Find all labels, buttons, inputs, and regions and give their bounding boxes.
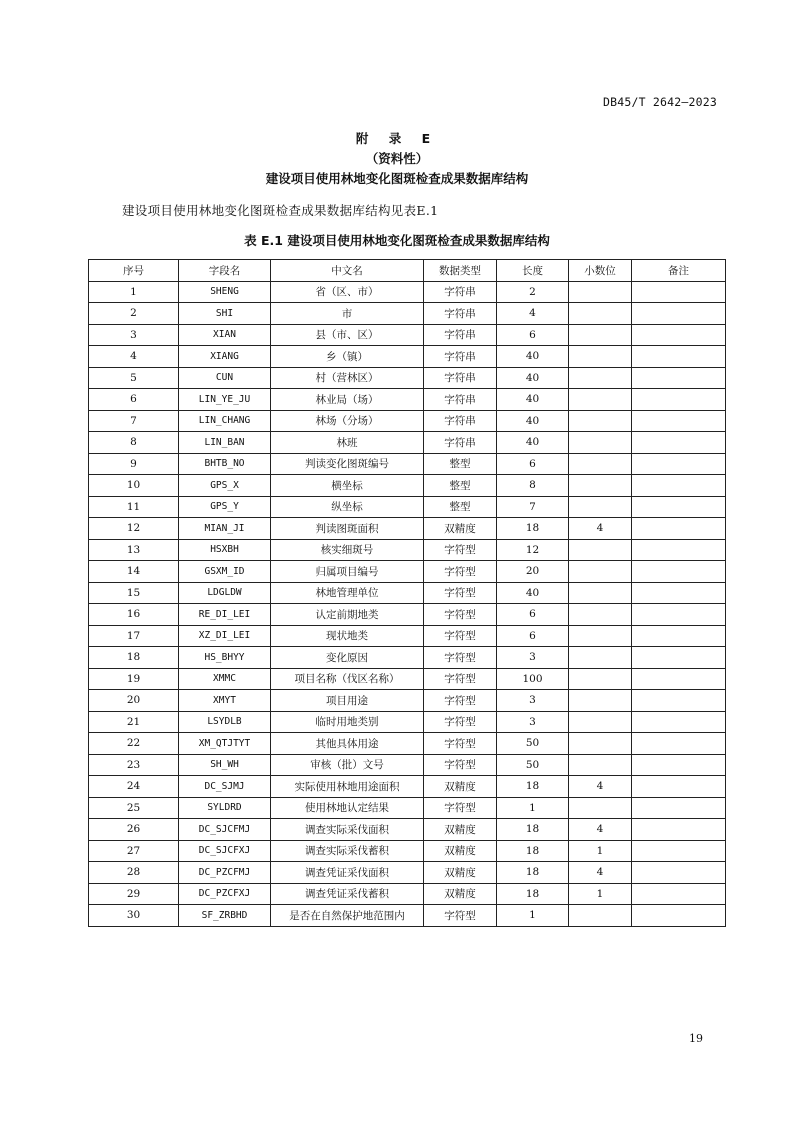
cell-field-name: DC_PZCFMJ — [179, 862, 271, 884]
cell-decimals — [569, 453, 632, 475]
cell-index: 14 — [89, 561, 179, 583]
cell-decimals — [569, 346, 632, 368]
cell-data-type: 整型 — [424, 475, 497, 497]
cell-remark — [632, 324, 726, 346]
table-row — [89, 905, 726, 927]
cell-data-type: 字符串 — [424, 303, 497, 325]
cell-field-name: XIANG — [179, 346, 271, 368]
table-row — [89, 668, 726, 690]
cell-remark — [632, 346, 726, 368]
cell-field-name: LIN_CHANG — [179, 410, 271, 432]
cell-data-type: 字符型 — [424, 604, 497, 626]
cell-remark — [632, 582, 726, 604]
table-row — [89, 604, 726, 626]
cell-chinese-name: 林场（分场） — [271, 410, 424, 432]
cell-field-name: BHTB_NO — [179, 453, 271, 475]
cell-length: 18 — [497, 776, 569, 798]
cell-remark — [632, 303, 726, 325]
cell-data-type: 双精度 — [424, 518, 497, 540]
cell-remark — [632, 711, 726, 733]
cell-data-type: 字符型 — [424, 625, 497, 647]
table-row — [89, 475, 726, 497]
cell-chinese-name: 项目用途 — [271, 690, 424, 712]
table-row — [89, 453, 726, 475]
cell-decimals: 1 — [569, 883, 632, 905]
column-header: 数据类型 — [424, 260, 497, 282]
cell-field-name: GPS_X — [179, 475, 271, 497]
cell-chinese-name: 省（区、市） — [271, 281, 424, 303]
document-code: DB45/T 2642—2023 — [603, 95, 717, 109]
cell-index: 12 — [89, 518, 179, 540]
cell-chinese-name: 判读图斑面积 — [271, 518, 424, 540]
cell-remark — [632, 862, 726, 884]
table-row — [89, 582, 726, 604]
table-row — [89, 883, 726, 905]
table-row — [89, 840, 726, 862]
table-row — [89, 647, 726, 669]
cell-field-name: GPS_Y — [179, 496, 271, 518]
cell-index: 30 — [89, 905, 179, 927]
cell-field-name: LIN_BAN — [179, 432, 271, 454]
cell-decimals — [569, 754, 632, 776]
cell-length: 6 — [497, 324, 569, 346]
cell-chinese-name: 横坐标 — [271, 475, 424, 497]
database-structure-table — [88, 259, 726, 927]
cell-decimals: 4 — [569, 862, 632, 884]
table-row — [89, 496, 726, 518]
cell-field-name: HS_BHYY — [179, 647, 271, 669]
cell-data-type: 双精度 — [424, 862, 497, 884]
cell-field-name: XIAN — [179, 324, 271, 346]
cell-length: 40 — [497, 367, 569, 389]
cell-field-name: XMMC — [179, 668, 271, 690]
cell-index: 1 — [89, 281, 179, 303]
cell-decimals — [569, 690, 632, 712]
cell-remark — [632, 410, 726, 432]
cell-length: 12 — [497, 539, 569, 561]
cell-length: 50 — [497, 754, 569, 776]
cell-remark — [632, 453, 726, 475]
cell-remark — [632, 840, 726, 862]
cell-data-type: 双精度 — [424, 840, 497, 862]
cell-decimals: 4 — [569, 819, 632, 841]
cell-chinese-name: 其他具体用途 — [271, 733, 424, 755]
cell-chinese-name: 是否在自然保护地范围内 — [271, 905, 424, 927]
cell-decimals — [569, 324, 632, 346]
cell-remark — [632, 733, 726, 755]
cell-chinese-name: 调查凭证采伐面积 — [271, 862, 424, 884]
cell-remark — [632, 647, 726, 669]
intro-text: 建设项目使用林地变化图斑检查成果数据库结构见表E.1 — [122, 203, 439, 218]
cell-remark — [632, 367, 726, 389]
table-row — [89, 754, 726, 776]
cell-chinese-name: 林地管理单位 — [271, 582, 424, 604]
cell-decimals — [569, 625, 632, 647]
cell-length: 18 — [497, 883, 569, 905]
cell-decimals — [569, 711, 632, 733]
column-header: 字段名 — [179, 260, 271, 282]
cell-index: 11 — [89, 496, 179, 518]
cell-remark — [632, 496, 726, 518]
cell-decimals — [569, 582, 632, 604]
cell-chinese-name: 项目名称（伐区名称） — [271, 668, 424, 690]
table-row — [89, 303, 726, 325]
cell-index: 13 — [89, 539, 179, 561]
table-row — [89, 410, 726, 432]
cell-data-type: 字符型 — [424, 905, 497, 927]
cell-length: 40 — [497, 410, 569, 432]
table-row — [89, 281, 726, 303]
column-header: 中文名 — [271, 260, 424, 282]
cell-length: 4 — [497, 303, 569, 325]
cell-field-name: HSXBH — [179, 539, 271, 561]
cell-decimals — [569, 668, 632, 690]
cell-chinese-name: 调查实际采伐面积 — [271, 819, 424, 841]
appendix-title: 附 录 E — [355, 131, 439, 146]
cell-remark — [632, 776, 726, 798]
cell-decimals — [569, 539, 632, 561]
cell-index: 27 — [89, 840, 179, 862]
cell-length: 20 — [497, 561, 569, 583]
cell-data-type: 字符型 — [424, 797, 497, 819]
cell-length: 40 — [497, 432, 569, 454]
cell-remark — [632, 604, 726, 626]
table-row — [89, 432, 726, 454]
appendix-nature: （资料性） — [365, 151, 429, 166]
column-header: 小数位 — [569, 260, 632, 282]
table-header-row — [89, 260, 726, 282]
column-header: 长度 — [497, 260, 569, 282]
cell-length: 3 — [497, 711, 569, 733]
cell-index: 23 — [89, 754, 179, 776]
cell-remark — [632, 905, 726, 927]
cell-index: 21 — [89, 711, 179, 733]
table-row — [89, 819, 726, 841]
cell-length: 1 — [497, 905, 569, 927]
cell-decimals — [569, 410, 632, 432]
cell-index: 15 — [89, 582, 179, 604]
cell-field-name: RE_DI_LEI — [179, 604, 271, 626]
cell-field-name: CUN — [179, 367, 271, 389]
cell-length: 7 — [497, 496, 569, 518]
cell-chinese-name: 纵坐标 — [271, 496, 424, 518]
cell-data-type: 整型 — [424, 496, 497, 518]
appendix-subject: 建设项目使用林地变化图斑检查成果数据库结构 — [265, 171, 529, 186]
cell-index: 25 — [89, 797, 179, 819]
cell-field-name: XZ_DI_LEI — [179, 625, 271, 647]
cell-remark — [632, 668, 726, 690]
cell-index: 16 — [89, 604, 179, 626]
cell-field-name: LSYDLB — [179, 711, 271, 733]
cell-chinese-name: 林班 — [271, 432, 424, 454]
table-row — [89, 776, 726, 798]
cell-data-type: 字符串 — [424, 410, 497, 432]
cell-decimals — [569, 281, 632, 303]
cell-field-name: GSXM_ID — [179, 561, 271, 583]
cell-chinese-name: 认定前期地类 — [271, 604, 424, 626]
cell-data-type: 字符串 — [424, 389, 497, 411]
cell-length: 3 — [497, 690, 569, 712]
cell-data-type: 双精度 — [424, 883, 497, 905]
cell-index: 29 — [89, 883, 179, 905]
cell-field-name: SH_WH — [179, 754, 271, 776]
table-row — [89, 733, 726, 755]
cell-length: 6 — [497, 453, 569, 475]
cell-remark — [632, 690, 726, 712]
cell-chinese-name: 归属项目编号 — [271, 561, 424, 583]
cell-data-type: 字符型 — [424, 733, 497, 755]
cell-field-name: XM_QTJTYT — [179, 733, 271, 755]
cell-data-type: 双精度 — [424, 776, 497, 798]
cell-chinese-name: 临时用地类别 — [271, 711, 424, 733]
cell-decimals — [569, 905, 632, 927]
cell-remark — [632, 883, 726, 905]
cell-index: 22 — [89, 733, 179, 755]
cell-length: 40 — [497, 346, 569, 368]
cell-chinese-name: 判读变化图斑编号 — [271, 453, 424, 475]
cell-remark — [632, 625, 726, 647]
cell-length: 40 — [497, 389, 569, 411]
cell-remark — [632, 797, 726, 819]
cell-data-type: 字符串 — [424, 281, 497, 303]
cell-data-type: 字符型 — [424, 668, 497, 690]
cell-chinese-name: 县（市、区） — [271, 324, 424, 346]
table-row — [89, 389, 726, 411]
cell-remark — [632, 754, 726, 776]
cell-field-name: SHENG — [179, 281, 271, 303]
cell-remark — [632, 389, 726, 411]
cell-data-type: 字符串 — [424, 346, 497, 368]
cell-index: 26 — [89, 819, 179, 841]
cell-chinese-name: 使用林地认定结果 — [271, 797, 424, 819]
cell-decimals — [569, 367, 632, 389]
cell-index: 10 — [89, 475, 179, 497]
table-body — [89, 281, 726, 926]
cell-decimals — [569, 303, 632, 325]
cell-data-type: 字符型 — [424, 690, 497, 712]
cell-chinese-name: 乡（镇） — [271, 346, 424, 368]
cell-index: 8 — [89, 432, 179, 454]
cell-index: 28 — [89, 862, 179, 884]
table-row — [89, 367, 726, 389]
cell-data-type: 字符型 — [424, 647, 497, 669]
cell-remark — [632, 561, 726, 583]
cell-chinese-name: 变化原因 — [271, 647, 424, 669]
table-row — [89, 539, 726, 561]
cell-index: 4 — [89, 346, 179, 368]
cell-length: 8 — [497, 475, 569, 497]
cell-decimals: 1 — [569, 840, 632, 862]
cell-index: 6 — [89, 389, 179, 411]
cell-index: 7 — [89, 410, 179, 432]
table-row — [89, 690, 726, 712]
table-row — [89, 862, 726, 884]
cell-data-type: 字符型 — [424, 754, 497, 776]
cell-remark — [632, 518, 726, 540]
cell-length: 50 — [497, 733, 569, 755]
page-number: 19 — [689, 1032, 703, 1045]
cell-chinese-name: 实际使用林地用途面积 — [271, 776, 424, 798]
cell-decimals: 4 — [569, 776, 632, 798]
cell-remark — [632, 819, 726, 841]
cell-length: 6 — [497, 604, 569, 626]
cell-decimals — [569, 604, 632, 626]
cell-index: 3 — [89, 324, 179, 346]
cell-length: 3 — [497, 647, 569, 669]
cell-chinese-name: 调查实际采伐蓄积 — [271, 840, 424, 862]
cell-field-name: DC_SJMJ — [179, 776, 271, 798]
cell-remark — [632, 432, 726, 454]
cell-field-name: DC_PZCFXJ — [179, 883, 271, 905]
cell-data-type: 字符型 — [424, 561, 497, 583]
cell-data-type: 字符型 — [424, 582, 497, 604]
cell-field-name: SHI — [179, 303, 271, 325]
cell-field-name: SF_ZRBHD — [179, 905, 271, 927]
cell-remark — [632, 475, 726, 497]
cell-index: 17 — [89, 625, 179, 647]
cell-decimals — [569, 389, 632, 411]
cell-field-name: LIN_YE_JU — [179, 389, 271, 411]
cell-length: 2 — [497, 281, 569, 303]
cell-field-name: MIAN_JI — [179, 518, 271, 540]
cell-field-name: LDGLDW — [179, 582, 271, 604]
table-caption: 表 E.1 建设项目使用林地变化图斑检查成果数据库结构 — [244, 233, 550, 248]
cell-chinese-name: 林业局（场） — [271, 389, 424, 411]
table-row — [89, 625, 726, 647]
cell-chinese-name: 市 — [271, 303, 424, 325]
cell-chinese-name: 村（营林区） — [271, 367, 424, 389]
cell-chinese-name: 现状地类 — [271, 625, 424, 647]
cell-decimals — [569, 647, 632, 669]
cell-chinese-name: 核实细斑号 — [271, 539, 424, 561]
table-row — [89, 324, 726, 346]
cell-decimals — [569, 561, 632, 583]
cell-length: 18 — [497, 819, 569, 841]
cell-length: 1 — [497, 797, 569, 819]
column-header: 备注 — [632, 260, 726, 282]
cell-field-name: XMYT — [179, 690, 271, 712]
cell-index: 9 — [89, 453, 179, 475]
cell-field-name: DC_SJCFXJ — [179, 840, 271, 862]
cell-decimals: 4 — [569, 518, 632, 540]
cell-data-type: 字符型 — [424, 539, 497, 561]
table-row — [89, 797, 726, 819]
cell-decimals — [569, 475, 632, 497]
column-header: 序号 — [89, 260, 179, 282]
table-row — [89, 711, 726, 733]
cell-index: 19 — [89, 668, 179, 690]
cell-data-type: 字符串 — [424, 432, 497, 454]
cell-length: 18 — [497, 840, 569, 862]
cell-chinese-name: 调查凭证采伐蓄积 — [271, 883, 424, 905]
table-row — [89, 518, 726, 540]
cell-decimals — [569, 496, 632, 518]
cell-decimals — [569, 432, 632, 454]
cell-field-name: SYLDRD — [179, 797, 271, 819]
cell-index: 24 — [89, 776, 179, 798]
cell-chinese-name: 审核（批）文号 — [271, 754, 424, 776]
cell-length: 6 — [497, 625, 569, 647]
cell-decimals — [569, 797, 632, 819]
cell-index: 2 — [89, 303, 179, 325]
cell-length: 40 — [497, 582, 569, 604]
cell-data-type: 字符型 — [424, 711, 497, 733]
cell-data-type: 双精度 — [424, 819, 497, 841]
cell-remark — [632, 281, 726, 303]
cell-index: 20 — [89, 690, 179, 712]
cell-length: 18 — [497, 518, 569, 540]
cell-length: 100 — [497, 668, 569, 690]
cell-data-type: 字符串 — [424, 367, 497, 389]
cell-remark — [632, 539, 726, 561]
cell-length: 18 — [497, 862, 569, 884]
cell-data-type: 字符串 — [424, 324, 497, 346]
table-row — [89, 346, 726, 368]
cell-field-name: DC_SJCFMJ — [179, 819, 271, 841]
cell-data-type: 整型 — [424, 453, 497, 475]
cell-decimals — [569, 733, 632, 755]
cell-index: 5 — [89, 367, 179, 389]
cell-index: 18 — [89, 647, 179, 669]
table-row — [89, 561, 726, 583]
